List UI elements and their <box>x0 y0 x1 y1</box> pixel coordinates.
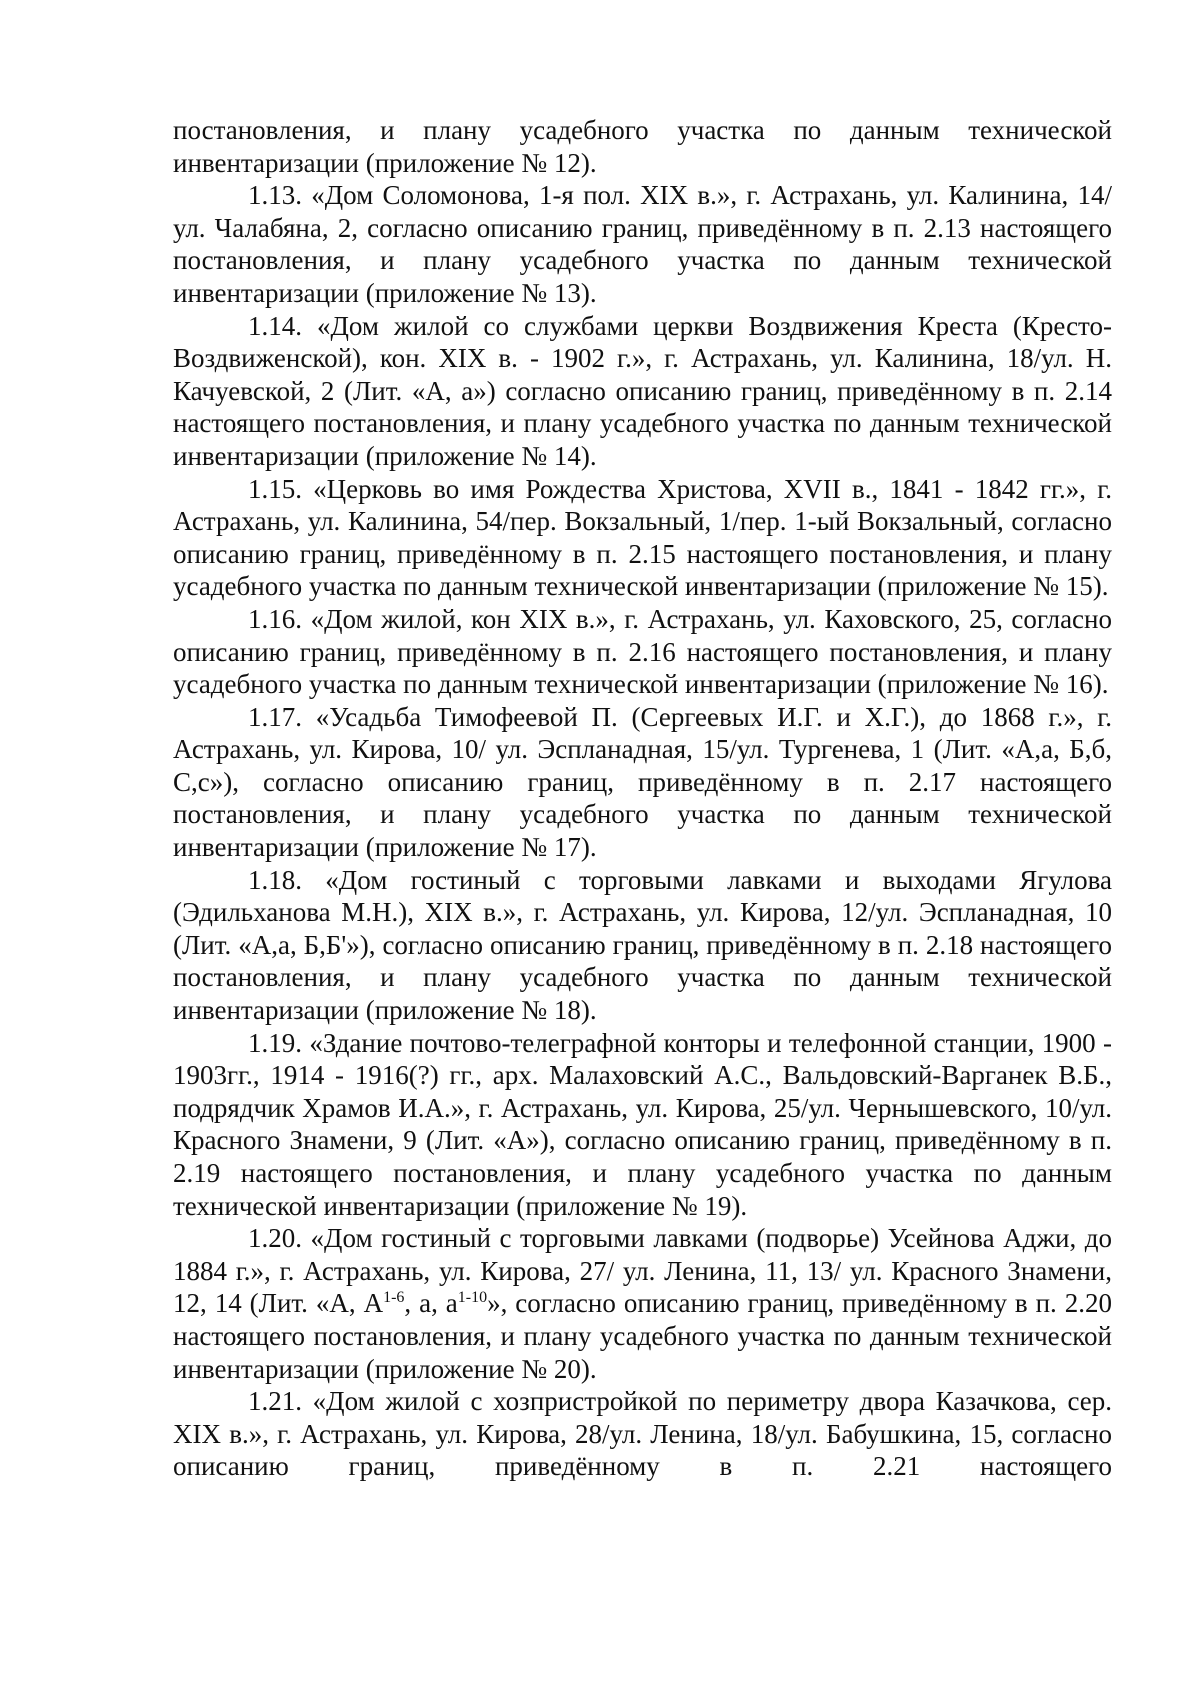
paragraph-1-14: 1.14. «Дом жилой со службами церкви Воздвижения Креста (Кресто-Воздвиженской), кон. XIX в. - 1902 г.», г. Астрахань, ул. Калинина, 18/ул. Н. Качуевской, 2 (Лит. «А, а») согласно описанию границ, приведённому в п. 2.14 настоящего постановления, и плану усадебного участка по данным технической инвентаризации (приложение № 14). <box>173 310 1112 471</box>
paragraph-1-15: 1.15. «Церковь во имя Рождества Христова, XVII в., 1841 - 1842 гг.», г. Астрахань, ул. Калинина, 54/пер. Вокзальный, 1/пер. 1-ый Вокзальный, согласно описанию границ, приведённому в п. 2.15 настоящего постановления, и плану усадебного участка по данным технической инвентаризации (приложение № 15). <box>173 473 1112 602</box>
superscript-1-10: 1-10 <box>457 1289 488 1307</box>
paragraph-1-21: 1.21. «Дом жилой с хозпристройкой по периметру двора Казачкова, сер. XIX в.», г. Астрахань, ул. Кирова, 28/ул. Ленина, 18/ул. Бабушкина, 15, согласно описанию границ, приведённому в п. 2.21 настоящего <box>173 1386 1112 1482</box>
superscript-1-6: 1-6 <box>383 1289 405 1307</box>
paragraph-1-16: 1.16. «Дом жилой, кон XIX в.», г. Астрахань, ул. Каховского, 25, согласно описанию границ, приведённому в п. 2.16 настоящего постановления, и плану усадебного участка по данным технической инвентаризации (приложение № 16). <box>173 603 1112 700</box>
document-body <box>173 114 1112 1483</box>
paragraph-continuation: постановления, и плану усадебного участка по данным технической инвентаризации (приложение № 12). <box>173 115 1112 178</box>
paragraph-1-18: 1.18. «Дом гостиный с торговыми лавками и выходами Ягулова (Эдильханова М.Н.), XIX в.», г. Астрахань, ул. Кирова, 12/ул. Эспланадная, 10 (Лит. «А,а, Б,Б'»), согласно описанию границ, приведённому в п. 2.18 настоящего постановления, и плану усадебного участка по данным технической инвентаризации (приложение № 18). <box>173 864 1112 1026</box>
paragraph-1-20-text: 1.20. «Дом гостиный с торговыми лавками (подворье) Усейнова Аджи, до 1884 г.», г. Астрахань, ул. Кирова, 27/ ул. Ленина, 11, 13/ ул. Красного Знамени, 12, 14 (Лит. «А, А <box>173 1223 1112 1319</box>
paragraph-1-20 <box>173 1222 1112 1385</box>
paragraph-1-20-text-mid: , а, а <box>404 1288 458 1319</box>
paragraph-1-20-text-end: », согласно описанию границ, приведённому в п. 2.20 настоящего постановления, и плану усадебного участка по данным технической инвентаризации (приложение № 20). <box>173 1288 1112 1384</box>
paragraph-1-19: 1.19. «Здание почтово-телеграфной конторы и телефонной станции, 1900 - 1903гг., 1914 - 1916(?) гг., арх. Малаховский А.С., Вальдовский-Варганек В.Б., подрядчик Храмов И.А.», г. Астрахань, ул. Кирова, 25/ул. Чернышевского, 10/ул. Красного Знамени, 9 (Лит. «А»), согласно описанию границ, приведённому в п. 2.19 настоящего постановления, и плану усадебного участка по данным технической инвентаризации (приложение № 19). <box>173 1027 1112 1221</box>
paragraph-1-13: 1.13. «Дом Соломонова, 1-я пол. XIX в.», г. Астрахань, ул. Калинина, 14/ул. Чалабяна, 2, согласно описанию границ, приведённому в п. 2.13 настоящего постановления, и плану усадебного участка по данным технической инвентаризации (приложение № 13). <box>173 180 1112 308</box>
paragraph-1-17: 1.17. «Усадьба Тимофеевой П. (Сергеевых И.Г. и Х.Г.), до 1868 г.», г. Астрахань, ул. Кирова, 10/ ул. Эспланадная, 15/ул. Тургенева, 1 (Лит. «А,а, Б,б, С,с»), согласно описанию границ, приведённому в п. 2.17 настоящего постановления, и плану усадебного участка по данным технической инвентаризации (приложение № 17). <box>173 701 1112 863</box>
